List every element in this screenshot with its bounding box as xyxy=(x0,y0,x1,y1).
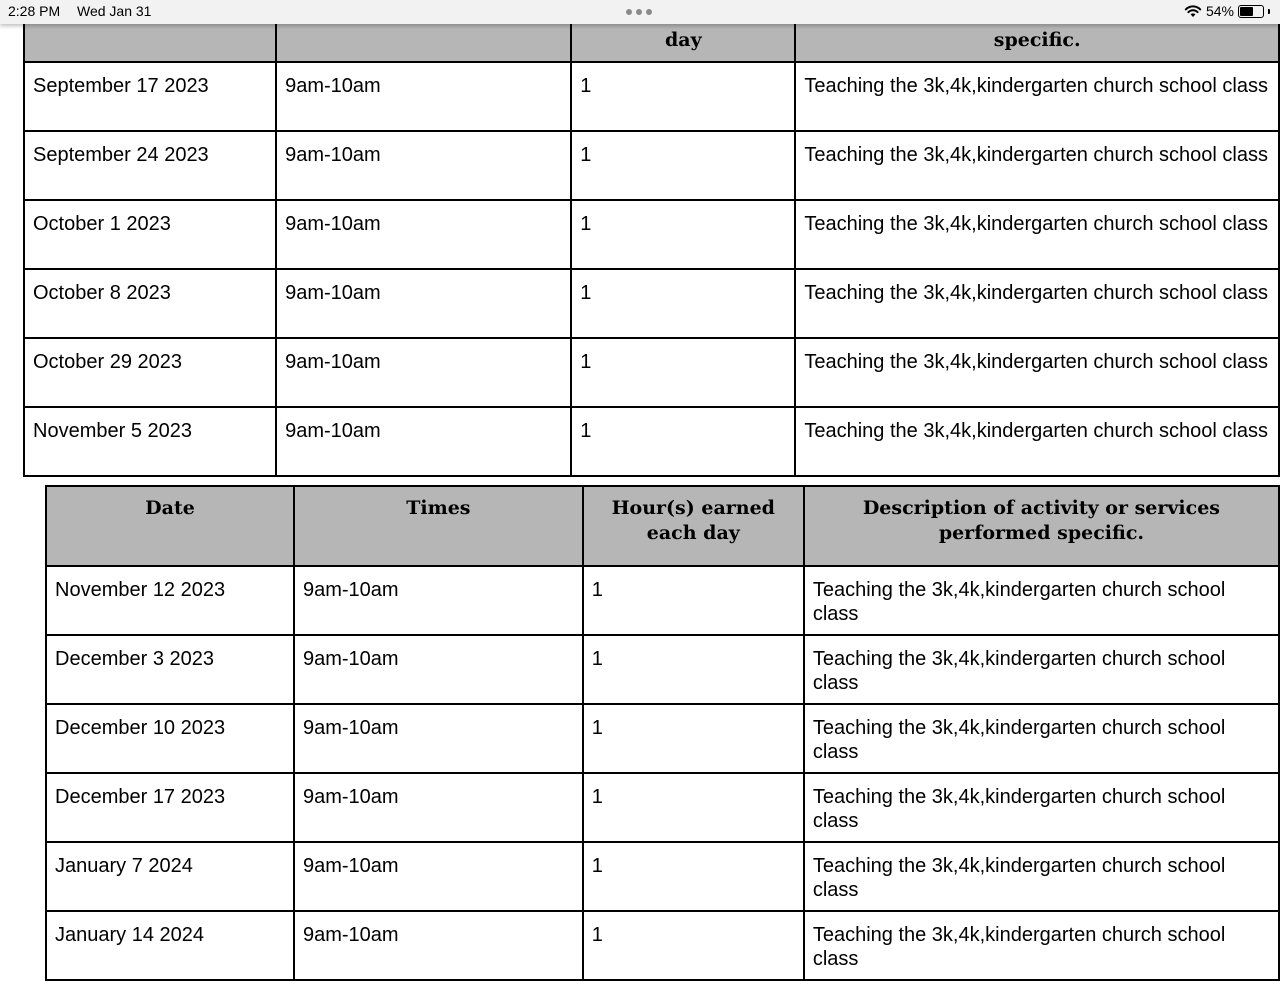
cell-times: 9am-10am xyxy=(294,773,583,842)
status-bar xyxy=(0,0,1280,24)
table-row xyxy=(46,842,1279,911)
cell-description: Teaching the 3k,4k,kindergarten church school class xyxy=(795,62,1279,131)
header-hours: Hour(s) earned each day xyxy=(583,486,804,566)
table-row xyxy=(46,773,1279,842)
cell-description: Teaching the 3k,4k,kindergarten church school class xyxy=(795,131,1279,200)
cell-description: Teaching the 3k,4k,kindergarten church school class xyxy=(804,842,1279,911)
cell-hours: 1 xyxy=(583,704,804,773)
cell-date: November 12 2023 xyxy=(46,566,294,635)
cell-hours: 1 xyxy=(583,911,804,980)
status-date: Wed Jan 31 xyxy=(77,3,152,19)
table-row xyxy=(24,131,1279,200)
cell-hours: 1 xyxy=(571,62,795,131)
cell-hours: 1 xyxy=(571,407,795,476)
volunteer-log-table-2 xyxy=(45,485,1280,981)
cell-description: Teaching the 3k,4k,kindergarten church school class xyxy=(804,566,1279,635)
cell-description: Teaching the 3k,4k,kindergarten church school class xyxy=(804,773,1279,842)
cell-date: November 5 2023 xyxy=(24,407,276,476)
table-row xyxy=(46,911,1279,980)
volunteer-log-table-1 xyxy=(23,0,1280,477)
battery-percent: 54% xyxy=(1205,3,1234,19)
cell-times: 9am-10am xyxy=(294,842,583,911)
cell-hours: 1 xyxy=(571,338,795,407)
status-time: 2:28 PM xyxy=(8,3,61,19)
cell-date: September 24 2023 xyxy=(24,131,276,200)
cell-hours: 1 xyxy=(583,635,804,704)
cell-times: 9am-10am xyxy=(276,62,571,131)
cell-description: Teaching the 3k,4k,kindergarten church school class xyxy=(795,200,1279,269)
table-row xyxy=(46,704,1279,773)
cell-description: Teaching the 3k,4k,kindergarten church school class xyxy=(795,338,1279,407)
cell-times: 9am-10am xyxy=(294,566,583,635)
more-dots-icon[interactable] xyxy=(626,9,652,15)
cell-date: December 17 2023 xyxy=(46,773,294,842)
table-row xyxy=(24,407,1279,476)
header-times: Times xyxy=(294,486,583,566)
wifi-icon xyxy=(1184,4,1202,18)
header-date: Date xyxy=(46,486,294,566)
table-row xyxy=(46,566,1279,635)
header-hours: day xyxy=(571,0,795,62)
cell-times: 9am-10am xyxy=(276,269,571,338)
cell-times: 9am-10am xyxy=(276,200,571,269)
cell-date: September 17 2023 xyxy=(24,62,276,131)
cell-date: October 1 2023 xyxy=(24,200,276,269)
cell-date: December 3 2023 xyxy=(46,635,294,704)
cell-hours: 1 xyxy=(571,269,795,338)
cell-times: 9am-10am xyxy=(276,131,571,200)
cell-date: October 29 2023 xyxy=(24,338,276,407)
cell-times: 9am-10am xyxy=(294,704,583,773)
cell-date: January 7 2024 xyxy=(46,842,294,911)
cell-date: October 8 2023 xyxy=(24,269,276,338)
table-header-row xyxy=(46,486,1279,566)
cell-date: January 14 2024 xyxy=(46,911,294,980)
header-description: Description of activity or services performed specific. xyxy=(804,486,1279,566)
cell-hours: 1 xyxy=(583,566,804,635)
table-row xyxy=(24,62,1279,131)
cell-date: December 10 2023 xyxy=(46,704,294,773)
table-row xyxy=(24,200,1279,269)
cell-hours: 1 xyxy=(571,131,795,200)
cell-hours: 1 xyxy=(583,773,804,842)
cell-description: Teaching the 3k,4k,kindergarten church school class xyxy=(795,407,1279,476)
cell-times: 9am-10am xyxy=(276,338,571,407)
status-right xyxy=(1184,3,1270,19)
cell-description: Teaching the 3k,4k,kindergarten church school class xyxy=(804,911,1279,980)
cell-times: 9am-10am xyxy=(294,635,583,704)
table-row xyxy=(46,635,1279,704)
cell-times: 9am-10am xyxy=(276,407,571,476)
cell-times: 9am-10am xyxy=(294,911,583,980)
table-row xyxy=(24,269,1279,338)
cell-description: Teaching the 3k,4k,kindergarten church school class xyxy=(795,269,1279,338)
cell-hours: 1 xyxy=(571,200,795,269)
cell-description: Teaching the 3k,4k,kindergarten church school class xyxy=(804,704,1279,773)
battery-icon xyxy=(1238,5,1264,18)
cell-description: Teaching the 3k,4k,kindergarten church school class xyxy=(804,635,1279,704)
table-row xyxy=(24,338,1279,407)
cell-hours: 1 xyxy=(583,842,804,911)
header-description: specific. xyxy=(795,0,1279,62)
